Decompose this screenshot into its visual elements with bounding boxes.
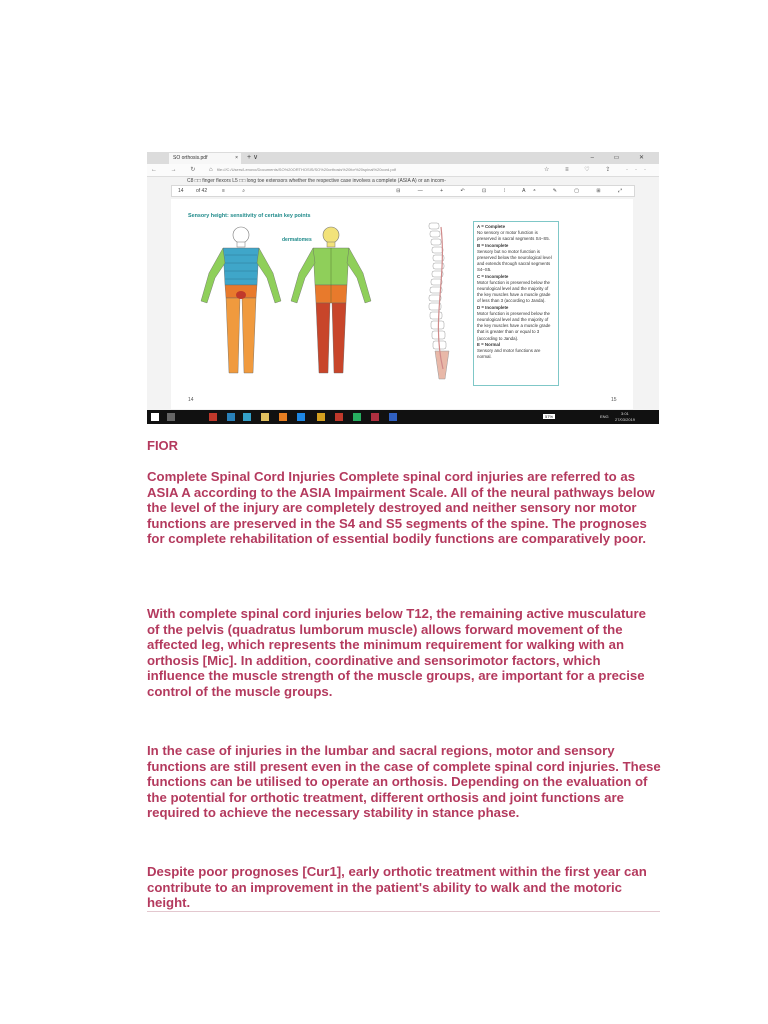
edge-icon[interactable] [297, 413, 305, 421]
pdf-toolbar [171, 185, 635, 197]
dermatome-body-figures [171, 223, 391, 383]
nav-buttons[interactable]: ← → ↻ ⌂ [151, 167, 219, 173]
legend-a-body: No sensory or motor function is preserved in sacral segments S4–S5. [477, 230, 550, 242]
paragraph-2: With complete spinal cord injuries below T12, the remaining active musculature of the pelvis (quadratus lumborum muscle) allows forward movement of the affected leg, which represents the minimum requirement for walking with an orthosis [Mic]. In addition, coordinative and sensorimotor factors, which influence the muscle strength of the muscle groups, are important for a precise control of the muscle groups. [147, 606, 646, 699]
page-number-right: 15 [611, 397, 617, 403]
spine-illustration [411, 219, 467, 394]
clock-time[interactable]: 3:01 [621, 411, 629, 416]
tab-close-icon[interactable]: × [235, 155, 238, 161]
legend-b-head: B = Incomplete [477, 242, 509, 248]
window-controls[interactable]: – ▭ ✕ [590, 155, 653, 161]
paragraph-1: Complete Spinal Cord Injuries Complete spinal cord injuries are referred to as ASIA A according to the ASIA Impairment Scale. All of the neural pathways below the level of the injury are completely destroyed and neither sensory nor motor functions are preserved in the S4 and S5 segments of the spine. The prognoses for complete rehabilitation of essential bodily functions are comparatively poor. [147, 469, 655, 546]
tab-label: SO orthosis.pdf [173, 155, 208, 161]
app-icon-mail[interactable] [335, 413, 343, 421]
app-icon-yellow[interactable] [317, 413, 325, 421]
clock-date[interactable]: 27/03/2019 [615, 417, 636, 422]
front-body-figure [201, 227, 281, 373]
paragraph-4: Despite poor prognoses [Cur1], early orthotic treatment within the first year can contribute to an improvement in the patient's ability to walk and the motoric height. [147, 864, 647, 910]
divider [147, 911, 660, 912]
legend-d-head: D = Incomplete [477, 304, 509, 310]
app-icon-orange[interactable] [279, 413, 287, 421]
figure-title: Sensory height: sensitivity of certain key points [188, 213, 311, 219]
app-icon-blue[interactable] [227, 413, 235, 421]
app-icon-pdf[interactable] [371, 413, 379, 421]
url-field[interactable]: file:///C:/Users/Lenovo/Documents/SO%20ORTHOSIS/SO%20orthosis%20for%20spinal%20cord.pdf [217, 167, 396, 172]
legend-e-head: E = Normal [477, 341, 501, 347]
page-number-input[interactable]: 14 [178, 188, 184, 194]
windows-taskbar [147, 410, 659, 424]
tab-pdf[interactable] [169, 153, 241, 164]
chrome-icon[interactable] [353, 413, 361, 421]
legend-b-body: Sensory but no motor function is preserved below the neurological level and extends through sacral segments S4–S5. [477, 248, 552, 273]
word-icon[interactable] [389, 413, 397, 421]
browser-tab-bar [147, 152, 659, 164]
legend-d-body: Motor function is preserved below the neurological level and the majority of the key muscles have a muscle grade that is greater than or equal to 3 (according to Janda). [477, 310, 551, 341]
dermatomes-label: dermatomes [282, 237, 312, 243]
asia-scale-legend [473, 221, 559, 386]
toolbar-right-icons[interactable]: ⊟ — + ↶ ⊡ ⁞ Aᵃ ✎ ▢ ⊞ ⤢ [396, 188, 630, 194]
address-bar-icons[interactable]: ☆ ≡ ♡ ⇪ ··· [544, 167, 653, 173]
page-count: of 42 [196, 188, 208, 194]
pdf-previous-page-line: C8 □□ finger flexors L5 □□ long toe extensors whether the respective case involves a complete (ASIA A) or an incom- [187, 178, 446, 184]
app-icon-red[interactable] [209, 413, 217, 421]
legend-c-head: C = Incomplete [477, 273, 509, 279]
paragraph-3: In the case of injuries in the lumbar and sacral regions, motor and sensory functions are still present even in the case of complete spinal cord injuries. These functions can be utilised to operate an orthosis. Depending on the evaluation of the potential for orthotic treatment, different orthosis and joint functions are required to achieve the necessary stability in stance phase. [147, 743, 661, 820]
language-indicator[interactable]: ENG [600, 414, 609, 419]
app-icon-store[interactable] [243, 413, 251, 421]
battery-indicator[interactable]: 57% [545, 414, 554, 419]
back-body-figure [291, 227, 371, 373]
legend-e-body: Sensory and motor functions are normal. [477, 348, 541, 360]
page-number-left: 14 [188, 397, 194, 403]
legend-a-head: A = Complete [477, 224, 506, 229]
section-heading: FIOR [147, 438, 179, 453]
search-icon[interactable] [167, 413, 175, 421]
app-icon-folder[interactable] [261, 413, 269, 421]
address-bar [147, 164, 659, 177]
pdf-page [171, 199, 633, 409]
legend-c-body: Motor function is preserved below the neurological level and the majority of the key muscles have a muscle grade of less than 3 (according to Janda). [477, 279, 551, 304]
start-icon[interactable] [151, 413, 159, 421]
new-tab-button[interactable]: + ∨ [247, 154, 259, 161]
toolbar-left-icons[interactable]: ≡ ⌕ [222, 188, 254, 194]
embedded-screenshot [147, 152, 659, 424]
